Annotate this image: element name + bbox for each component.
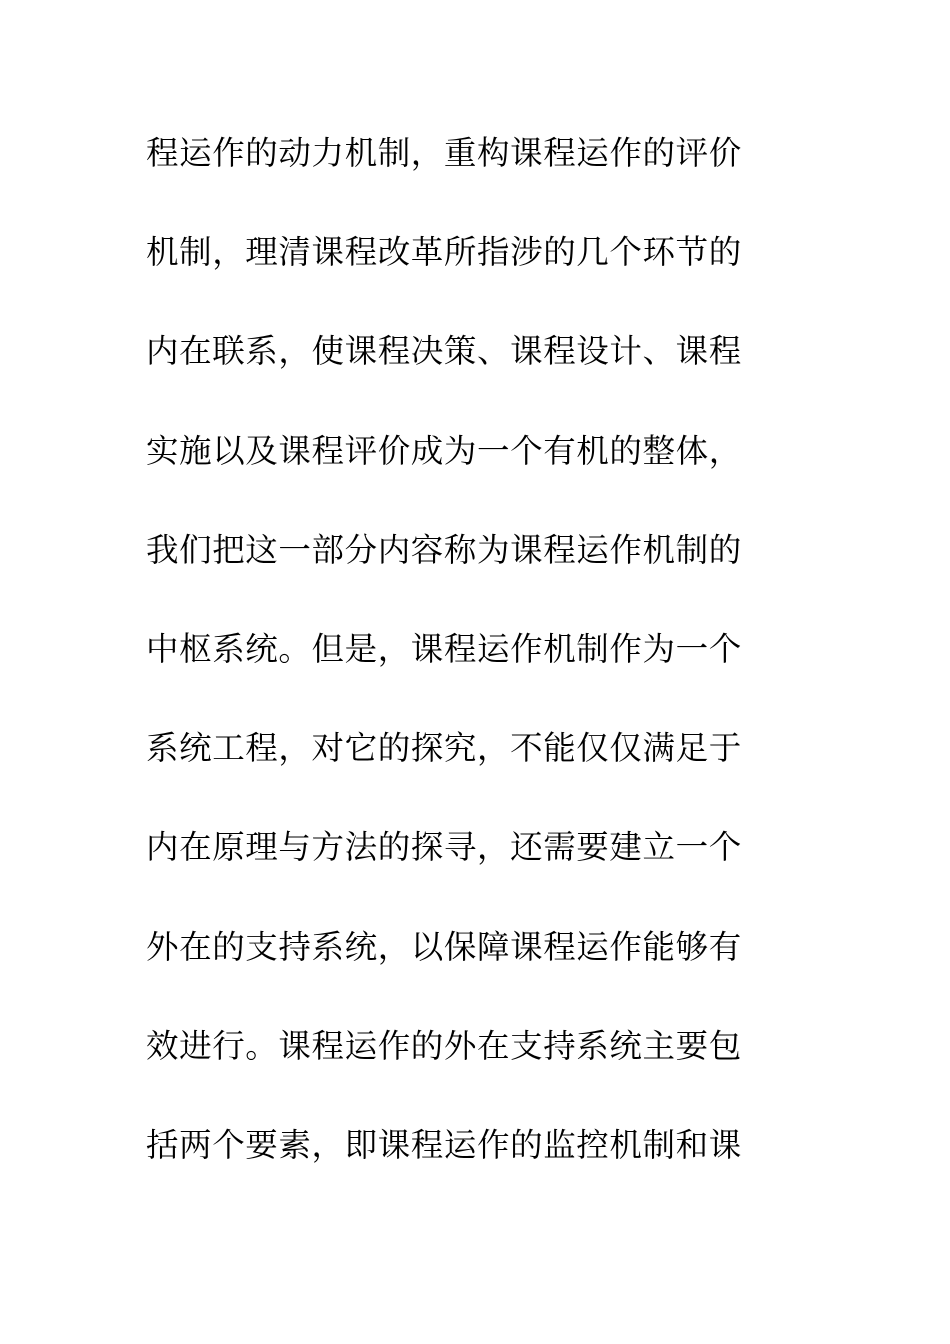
text-line: 实施以及课程评价成为一个有机的整体， <box>146 431 742 470</box>
text-line: 系统工程，对它的探究，不能仅仅满足于 <box>146 729 742 768</box>
text-line: 内在联系，使课程决策、课程设计、课程 <box>146 332 742 371</box>
text-line: 机制，理清课程改革所指涉的几个环节的 <box>146 233 742 272</box>
text-line: 程运作的动力机制，重构课程运作的评价 <box>146 134 742 172</box>
text-line: 括两个要素，即课程运作的监控机制和课 <box>146 1125 742 1164</box>
text-line: 效进行。课程运作的外在支持系统主要包 <box>146 1026 742 1065</box>
body-paragraph <box>146 127 806 1218</box>
text-line: 我们把这一部分内容称为课程运作机制的 <box>146 530 742 569</box>
text-line: 中枢系统。但是，课程运作机制作为一个 <box>146 629 742 668</box>
text-line: 外在的支持系统，以保障课程运作能够有 <box>146 927 742 966</box>
text-line: 内在原理与方法的探寻，还需要建立一个 <box>146 828 742 867</box>
